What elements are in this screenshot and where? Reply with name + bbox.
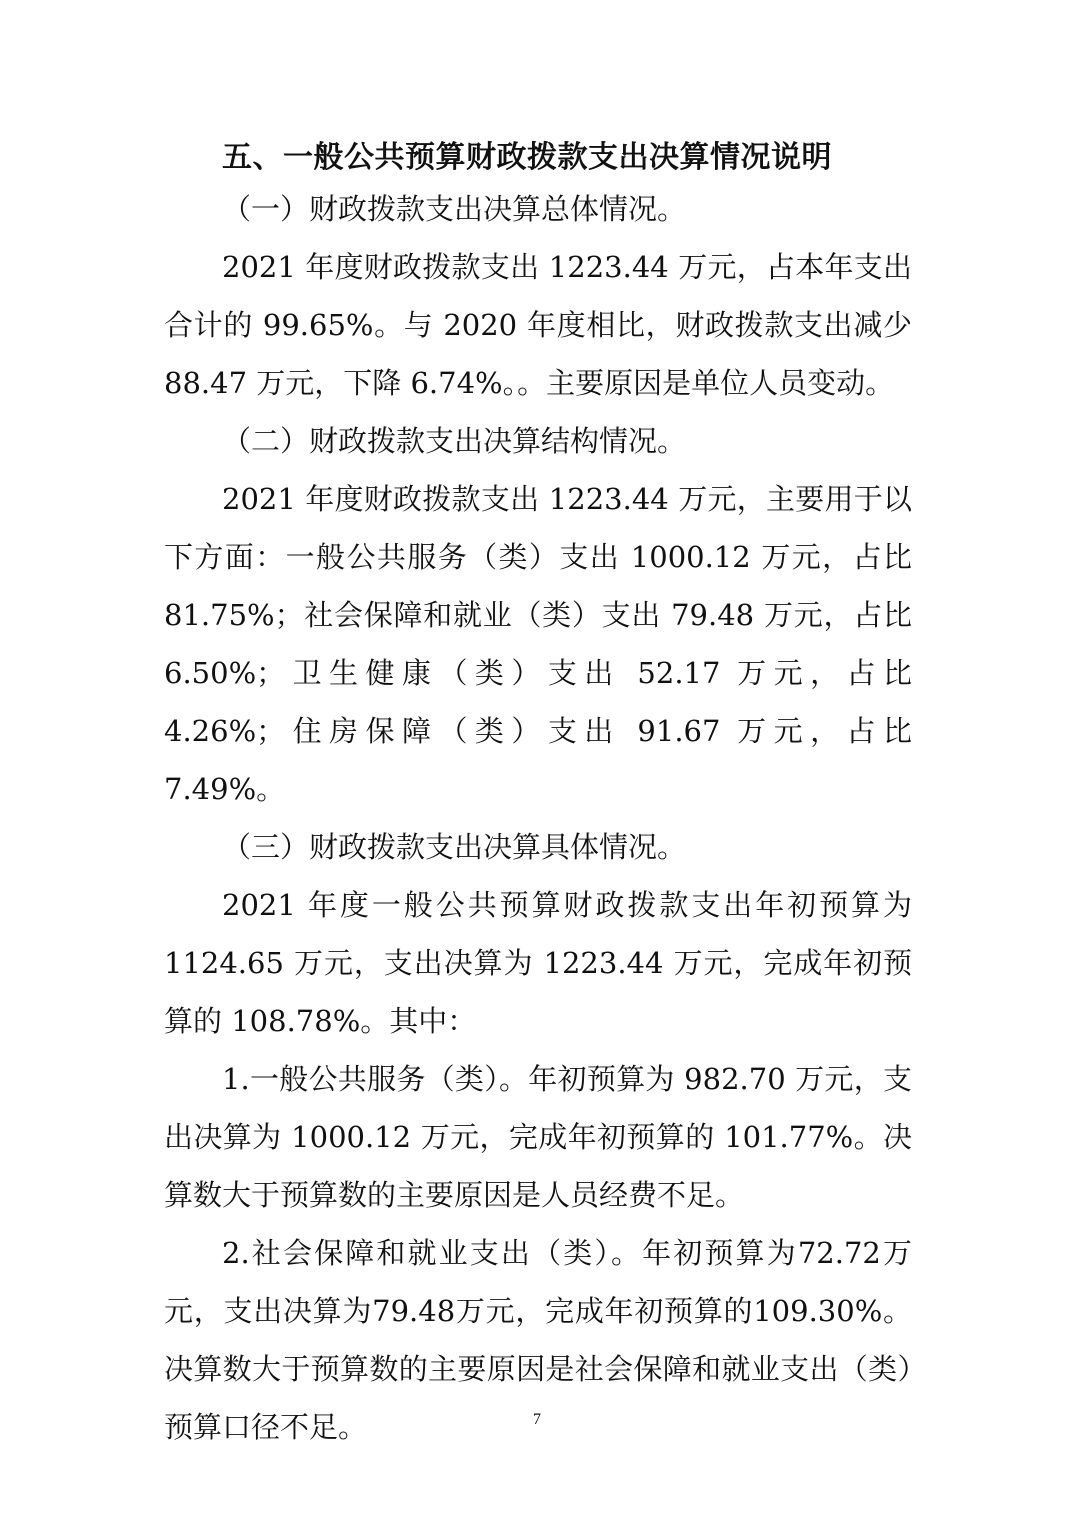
part-3-paragraph-2: 1.一般公共服务（类）。年初预算为 982.70 万元，支出决算为 1000.12 万元，完成年初预算的 101.77%。决算数大于预算数的主要原因是人员经费不足。	[164, 1062, 912, 1212]
part-2-heading: （二）财政拨款支出决算结构情况。	[222, 424, 687, 458]
part-3-paragraph-1: 2021 年度一般公共预算财政拨款支出年初预算为 1124.65 万元，支出决算为 1223.44 万元，完成年初预算的 108.78%。其中：	[164, 888, 912, 1038]
document-body	[164, 180, 912, 1456]
part-1-heading: （一）财政拨款支出决算总体情况。	[222, 192, 687, 226]
part-1-paragraph-1: 2021 年度财政拨款支出 1223.44 万元，占本年支出合计的 99.65%。与 2020 年度相比，财政拨款支出减少 88.47 万元，下降 6.74%。。主要原因是单位人员变动。	[164, 250, 912, 400]
section-title: 五、一般公共预算财政拨款支出决算情况说明	[222, 140, 832, 175]
page-number: 7	[533, 1411, 541, 1428]
part-3-paragraph-3: 2.社会保障和就业支出（类）。年初预算为72.72万元，支出决算为79.48万元，完成年初预算的109.30%。决算数大于预算数的主要原因是社会保障和就业支出（类）预算口径不足。	[164, 1236, 912, 1444]
part-3-heading: （三）财政拨款支出决算具体情况。	[222, 830, 687, 864]
part-2-paragraph-1: 2021 年度财政拨款支出 1223.44 万元，主要用于以下方面：一般公共服务（类）支出 1000.12 万元，占比 81.75%；社会保障和就业（类）支出 79.48 万元，占比 6.50%；卫生健康（类）支出 52.17 万元，占比 4.26%；住房保障（类）支出 91.67 万元，占比 7.49%。	[164, 482, 912, 806]
